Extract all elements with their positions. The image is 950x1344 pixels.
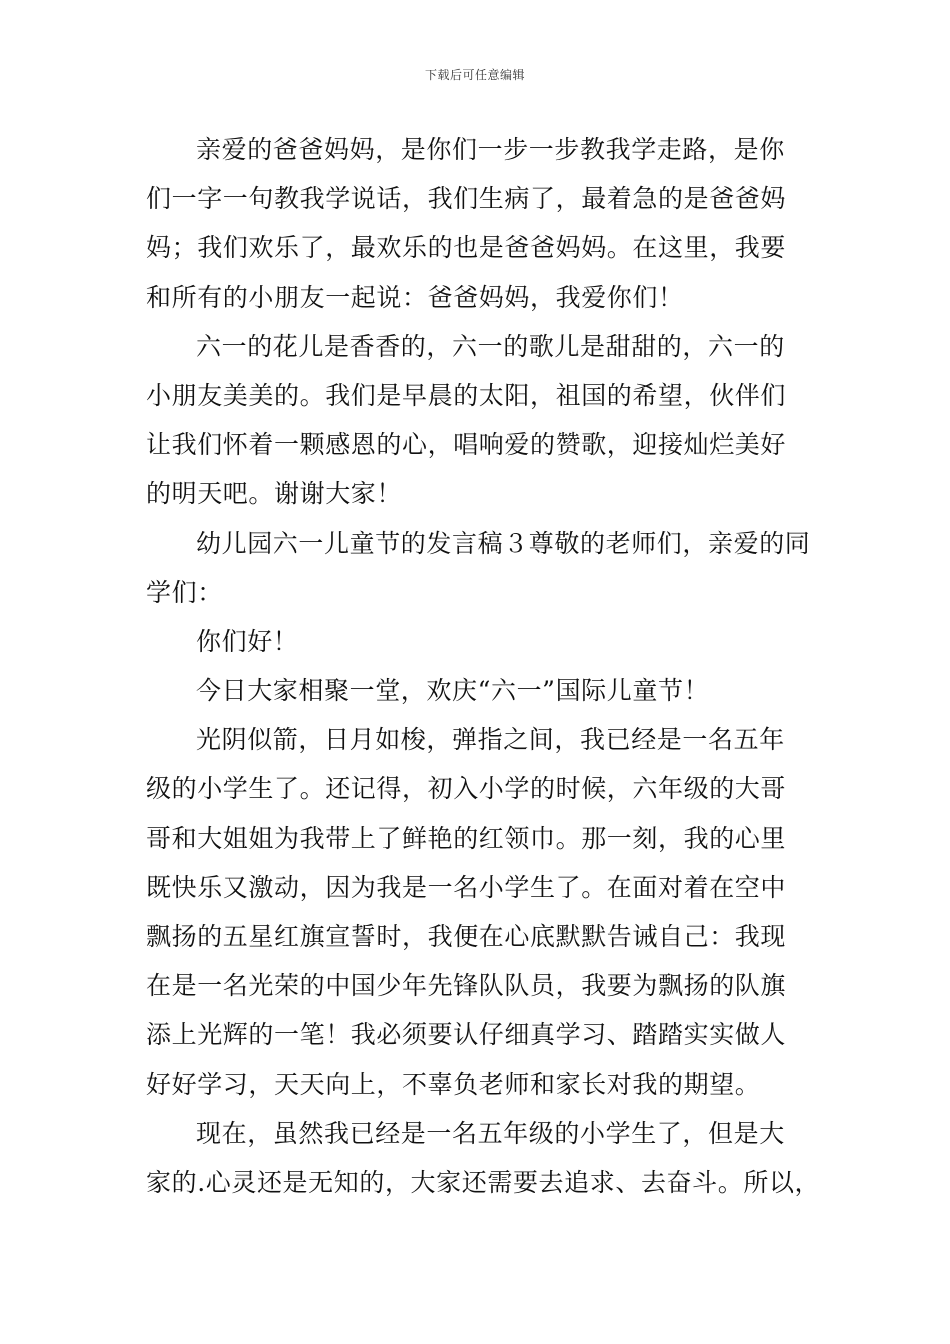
text-line: 和所有的小朋友一起说：爸爸妈妈，我爱你们！ [146, 282, 684, 312]
text-line: 幼儿园六一儿童节的发言稿３尊敬的老师们，亲爱的同 [196, 528, 811, 558]
text-line: 哥和大姐姐为我带上了鲜艳的红领巾。那一刻，我的心里 [146, 823, 787, 853]
document-body [146, 125, 821, 1207]
text-line: 的明天吧。谢谢大家！ [146, 479, 403, 509]
page-header-note: 下载后可任意编辑 [424, 68, 525, 82]
text-line: 小朋友美美的。我们是早晨的太阳，祖国的希望，伙伴们 [146, 380, 787, 410]
text-line: 飘扬的五星红旗宣誓时，我便在心底默默告诫自己：我现 [146, 922, 787, 951]
text-line: 六一的花儿是香香的，六一的歌儿是甜甜的，六一的 [196, 331, 785, 361]
text-line: 亲爱的爸爸妈妈，是你们一步一步教我学走路，是你 [196, 135, 785, 164]
text-line: 级的小学生了。还记得，初入小学的时候，六年级的大哥 [146, 774, 787, 804]
text-line: 你们好！ [196, 626, 299, 656]
text-line: 添上光辉的一笔！我必须要认仔细真学习、踏踏实实做人 [146, 1020, 787, 1050]
text-line: 们一字一句教我学说话，我们生病了，最着急的是爸爸妈 [146, 184, 787, 214]
text-line: 好好学习，天天向上，不辜负老师和家长对我的期望。 [146, 1069, 761, 1099]
text-line: 家的.心灵还是无知的，大家还需要去追求、去奋斗。所以， [146, 1167, 821, 1197]
text-line: 在是一名光荣的中国少年先锋队队员，我要为飘扬的队旗 [146, 971, 787, 1001]
text-line: 妈；我们欢乐了，最欢乐的也是爸爸妈妈。在这里，我要 [146, 233, 787, 263]
text-line: 现在，虽然我已经是一名五年级的小学生了，但是大 [196, 1118, 785, 1148]
text-line: 光阴似箭，日月如梭，弹指之间，我已经是一名五年 [196, 725, 785, 755]
text-line: 既快乐又激动，因为我是一名小学生了。在面对着在空中 [146, 872, 787, 902]
text-line: 今日大家相聚一堂，欢庆“六一”国际儿童节！ [196, 676, 710, 706]
text-line: 让我们怀着一颗感恩的心，唱响爱的赞歌，迎接灿烂美好 [146, 430, 787, 460]
text-line: 学们： [146, 577, 223, 607]
